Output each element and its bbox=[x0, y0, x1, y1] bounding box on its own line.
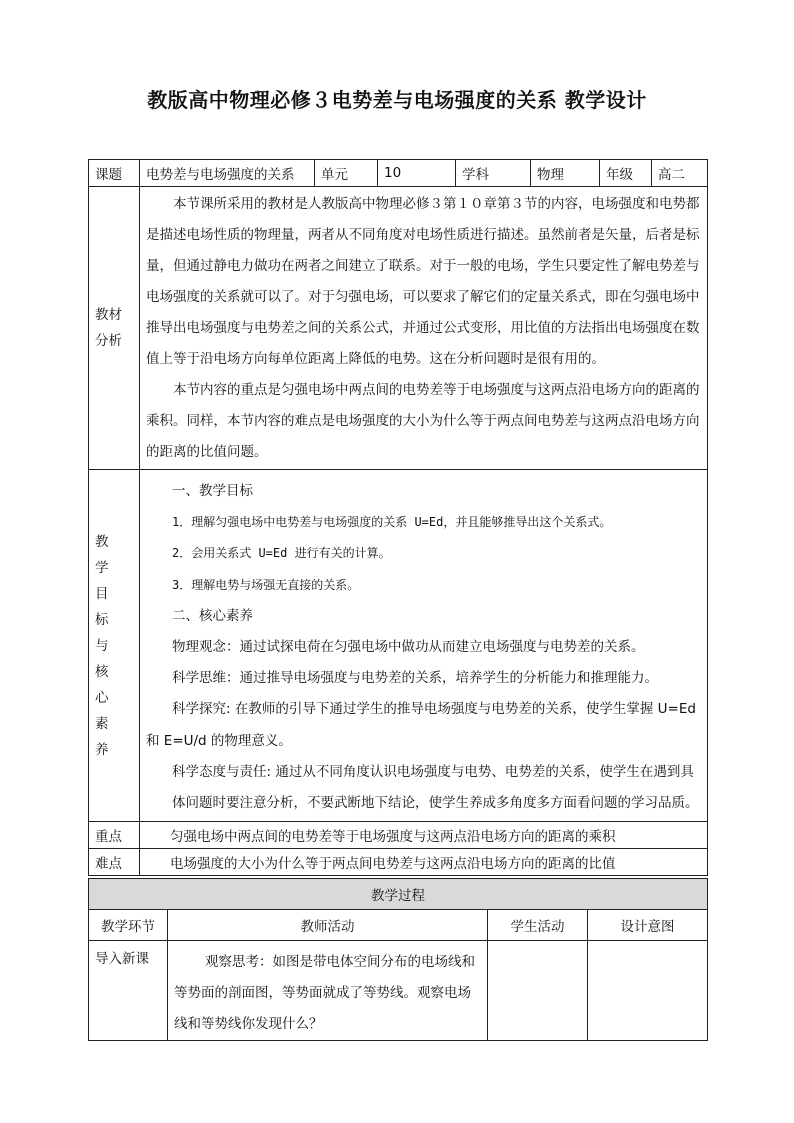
process-header: 教学过程 bbox=[89, 879, 708, 910]
goals-section-heading: 一、教学目标 bbox=[172, 483, 253, 499]
goal-item: 3．理解电势与场强无直接的关系。 bbox=[172, 577, 360, 592]
teaching-process-table bbox=[88, 878, 708, 1041]
stage-cell: 导入新课 bbox=[89, 941, 168, 1041]
document-title: 教版高中物理必修３电势差与电场强度的关系 教学设计 bbox=[147, 88, 647, 112]
student-activity-cell bbox=[488, 941, 588, 1041]
lesson-info-table bbox=[88, 159, 708, 876]
process-header-row bbox=[89, 879, 708, 910]
info-row bbox=[89, 160, 708, 187]
literacy-thinking: 科学思维：通过推导电场强度与电势差的关系，培养学生的分析能力和推理能力。 bbox=[172, 670, 658, 687]
unit-value: 10 bbox=[378, 160, 456, 187]
key-point-row bbox=[89, 822, 708, 849]
goals-row bbox=[89, 470, 708, 822]
process-columns-row bbox=[89, 910, 708, 941]
goal-item: 2．会用关系式 U=Ed 进行有关的计算。 bbox=[172, 546, 391, 561]
column-teacher: 教师活动 bbox=[168, 910, 488, 941]
grade-label: 年级 bbox=[600, 160, 652, 187]
column-student: 学生活动 bbox=[488, 910, 588, 941]
literacy-attitude: 科学态度与责任: 通过从不同角度认识电场强度与电势、电势差的关系，使学生在遇到具体问题时要注意分析，不要武断地下结论，使学生养成多角度多方面看问题的学习品质。 bbox=[172, 763, 699, 812]
analysis-paragraph: 本节内容的重点是匀强电场中两点间的电势差等于电场强度与这两点沿电场方向的距离的乘积。同样，本节内容的难点是电场强度的大小为什么等于两点间电势差与这两点沿电场方向的距离的比值问题。 bbox=[146, 381, 700, 460]
teacher-activity-cell: 观察思考：如图是带电体空间分布的电场线和等势面的剖面图，等势面就成了等势线。观察电场线和等势线你发现什么？ bbox=[168, 941, 488, 1041]
subject-label: 学科 bbox=[456, 160, 531, 187]
process-row bbox=[89, 941, 708, 1041]
column-stage: 教学环节 bbox=[89, 910, 168, 941]
topic-value: 电势差与电场强度的关系 bbox=[140, 160, 315, 187]
analysis-row bbox=[89, 187, 708, 470]
goals-content bbox=[140, 470, 708, 822]
goal-item: 1．理解匀强电场中电势差与电场强度的关系 U=Ed，并且能够推导出这个关系式。 bbox=[172, 515, 612, 530]
goals-label: 教学目标与核心素养 bbox=[89, 470, 140, 822]
column-intent: 设计意图 bbox=[588, 910, 708, 941]
analysis-label: 教材分析 bbox=[89, 187, 140, 470]
analysis-paragraph: 本节课所采用的教材是人教版高中物理必修３第１０章第３节的内容，电场强度和电势都是描述电场性质的物理量，两者从不同角度对电场性质进行描述。虽然前者是矢量，后者是标量，但通过静电力做功在两者之间建立了联系。对于一般的电场，学生只要定性了解电势差与电场强度的关系就可以了。对于匀强电场，可以要求了解它们的定量关系式，即在匀强电场中推导出电场强度与电势差之间的关系公式，并通过公式变形，用比值的方法指出电场强度在数值上等于沿电场方向每单位距离上降低的电势。这在分析问题时是很有用的。 bbox=[146, 195, 700, 367]
grade-value: 高二 bbox=[652, 160, 708, 187]
subject-value: 物理 bbox=[531, 160, 600, 187]
difficulty-value: 电场强度的大小为什么等于两点间电势差与这两点沿电场方向的距离的比值 bbox=[140, 849, 708, 876]
difficulty-row bbox=[89, 849, 708, 876]
unit-label: 单元 bbox=[315, 160, 378, 187]
design-intent-cell bbox=[588, 941, 708, 1041]
literacy-inquiry-cont: 和 E=U/d 的物理意义。 bbox=[146, 732, 292, 749]
goals-section-heading: 二、核心素养 bbox=[172, 607, 253, 624]
key-point-value: 匀强电场中两点间的电势差等于电场强度与这两点沿电场方向的距离的乘积 bbox=[140, 822, 708, 849]
difficulty-label: 难点 bbox=[89, 849, 140, 876]
literacy-concept: 物理观念：通过试探电荷在匀强电场中做功从而建立电场强度与电势差的关系。 bbox=[172, 639, 645, 656]
topic-label: 课题 bbox=[89, 160, 140, 187]
literacy-inquiry: 科学探究: 在教师的引导下通过学生的推导电场强度与电势差的关系，使学生掌握 U=Ed bbox=[172, 701, 696, 718]
analysis-content bbox=[140, 187, 708, 470]
key-point-label: 重点 bbox=[89, 822, 140, 849]
